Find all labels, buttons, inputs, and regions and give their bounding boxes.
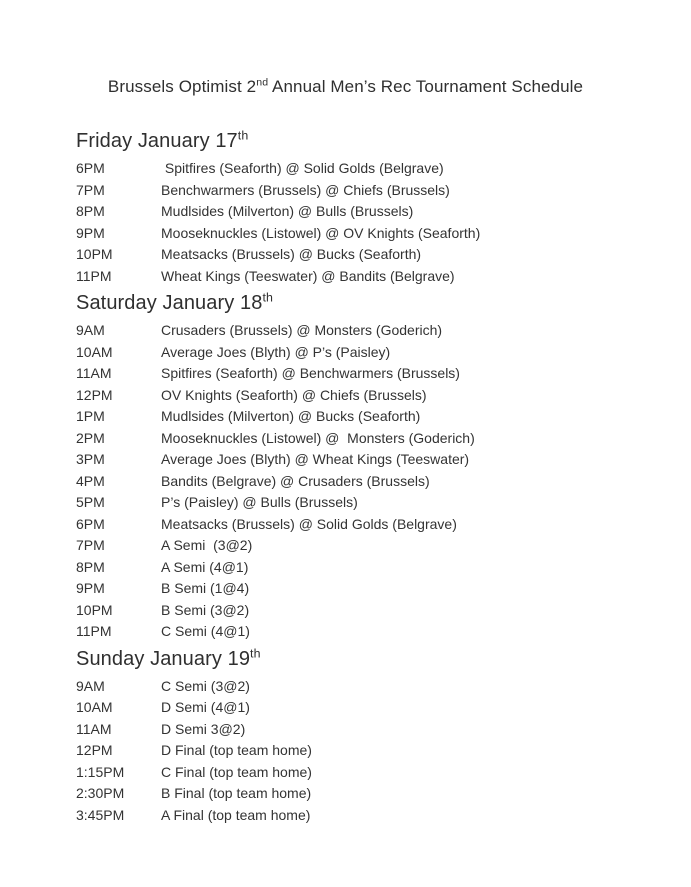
time-cell: 9PM <box>76 224 105 241</box>
matchup-cell: B Semi (3@2) <box>161 601 250 618</box>
schedule-row <box>76 805 661 827</box>
matchup-cell: B Final (top team home) <box>161 785 312 801</box>
matchup-cell: Bandits (Belgrave) @ Crusaders (Brussels) <box>161 472 430 489</box>
matchup-cell: B Semi (1@4) <box>161 580 250 596</box>
day-section <box>76 290 661 643</box>
matchup-cell: Spitfires (Seaforth) @ Solid Golds (Belgrave) <box>161 160 444 176</box>
matchup-cell: Mudlsides (Milverton) @ Bulls (Brussels) <box>161 203 414 219</box>
document-title-superscript: nd <box>256 76 269 89</box>
schedule-row <box>76 621 661 643</box>
matchup-cell: A Semi (3@2) <box>161 537 253 553</box>
matchup-cell: D Semi 3@2) <box>161 720 246 737</box>
matchup-cell: Average Joes (Blyth) @ P’s (Paisley) <box>161 343 391 360</box>
schedule-row <box>76 783 661 805</box>
matchup-cell: Wheat Kings (Teeswater) @ Bandits (Belgrave) <box>161 267 455 284</box>
time-cell: 8PM <box>76 558 105 575</box>
time-cell: 6PM <box>76 160 105 176</box>
time-cell: 9AM <box>76 322 105 338</box>
matchup-cell: P’s (Paisley) @ Bulls (Brussels) <box>161 494 358 510</box>
document-title-rest: Annual Men’s Rec Tournament Schedule <box>268 77 584 96</box>
time-cell: 11PM <box>76 623 112 639</box>
schedule-row <box>76 223 661 245</box>
schedule-row <box>76 557 661 579</box>
matchup-cell: Meatsacks (Brussels) @ Bucks (Seaforth) <box>161 246 422 262</box>
matchup-cell: D Final (top team home) <box>161 742 312 758</box>
schedule-row <box>76 244 661 266</box>
matchup-cell: Mudlsides (Milverton) @ Bucks (Seaforth) <box>161 408 421 424</box>
time-cell: 3PM <box>76 451 105 467</box>
schedule-row <box>76 180 661 202</box>
time-cell: 8PM <box>76 203 105 219</box>
time-cell: 11AM <box>76 720 112 737</box>
day-section <box>76 646 661 827</box>
schedule-row <box>76 363 661 385</box>
day-heading <box>76 290 661 316</box>
day-section <box>76 128 661 287</box>
schedule-row <box>76 342 661 364</box>
time-cell: 10PM <box>76 601 113 618</box>
day-heading <box>76 646 661 672</box>
time-cell: 1PM <box>76 408 105 424</box>
schedule-row <box>76 471 661 493</box>
time-cell: 12PM <box>76 386 113 403</box>
matchup-cell: Mooseknuckles (Listowel) @ Monsters (Goderich) <box>161 429 475 446</box>
matchup-cell: Spitfires (Seaforth) @ Benchwarmers (Brussels) <box>161 365 460 381</box>
schedule-row <box>76 428 661 450</box>
time-cell: 3:45PM <box>76 806 125 823</box>
day-heading-text: Friday January 17 <box>76 130 238 152</box>
time-cell: 10AM <box>76 699 113 715</box>
time-cell: 1:15PM <box>76 763 125 780</box>
time-cell: 7PM <box>76 181 105 198</box>
document-title-text: Brussels Optimist 2 <box>107 77 257 96</box>
time-cell: 11AM <box>76 365 112 381</box>
day-heading <box>76 128 661 154</box>
schedule-row <box>76 385 661 407</box>
time-cell: 6PM <box>76 515 105 532</box>
day-heading-text: Sunday January 19 <box>76 647 251 670</box>
matchup-cell: A Semi (4@1) <box>161 558 249 575</box>
matchup-cell: D Semi (4@1) <box>161 699 250 715</box>
day-heading-superscript: th <box>262 290 274 305</box>
schedule-row <box>76 514 661 536</box>
time-cell: 11PM <box>76 267 112 284</box>
matchup-cell: Meatsacks (Brussels) @ Solid Golds (Belgrave) <box>161 515 457 532</box>
schedule-row <box>76 600 661 622</box>
time-cell: 12PM <box>76 742 113 758</box>
time-cell: 5PM <box>76 494 105 510</box>
matchup-cell: Mooseknuckles (Listowel) @ OV Knights (Seaforth) <box>161 224 481 241</box>
time-cell: 2PM <box>76 429 105 446</box>
schedule-row <box>76 740 661 762</box>
matchup-cell: Crusaders (Brussels) @ Monsters (Goderich) <box>161 322 443 338</box>
time-cell: 7PM <box>76 537 105 553</box>
matchup-cell: C Semi (4@1) <box>161 623 250 639</box>
matchup-cell: Benchwarmers (Brussels) @ Chiefs (Brussels) <box>161 181 450 198</box>
matchup-cell: Average Joes (Blyth) @ Wheat Kings (Teeswater) <box>161 451 470 467</box>
time-cell: 10AM <box>76 343 113 360</box>
day-heading-superscript: th <box>250 645 261 660</box>
schedule-row <box>76 535 661 557</box>
matchup-cell: C Semi (3@2) <box>161 677 250 694</box>
schedule-row <box>76 320 661 342</box>
schedule-row <box>76 266 661 288</box>
document-title <box>0 76 691 98</box>
schedule-row <box>76 201 661 223</box>
matchup-cell: OV Knights (Seaforth) @ Chiefs (Brussels) <box>161 386 427 403</box>
schedule-row <box>76 762 661 784</box>
day-heading-text: Saturday January 18 <box>76 292 263 314</box>
schedule-row <box>76 578 661 600</box>
schedule-row <box>76 676 661 698</box>
time-cell: 4PM <box>76 472 105 489</box>
schedule-row <box>76 697 661 719</box>
schedule-row <box>76 449 661 471</box>
time-cell: 9AM <box>76 677 105 694</box>
matchup-cell: A Final (top team home) <box>161 806 311 823</box>
day-heading-superscript: th <box>237 128 249 143</box>
schedule-row <box>76 719 661 741</box>
schedule-row <box>76 492 661 514</box>
time-cell: 10PM <box>76 246 113 262</box>
schedule-row <box>76 406 661 428</box>
days-container <box>0 128 691 826</box>
time-cell: 2:30PM <box>76 785 125 801</box>
time-cell: 9PM <box>76 580 105 596</box>
matchup-cell: C Final (top team home) <box>161 763 312 780</box>
schedule-row <box>76 158 661 180</box>
